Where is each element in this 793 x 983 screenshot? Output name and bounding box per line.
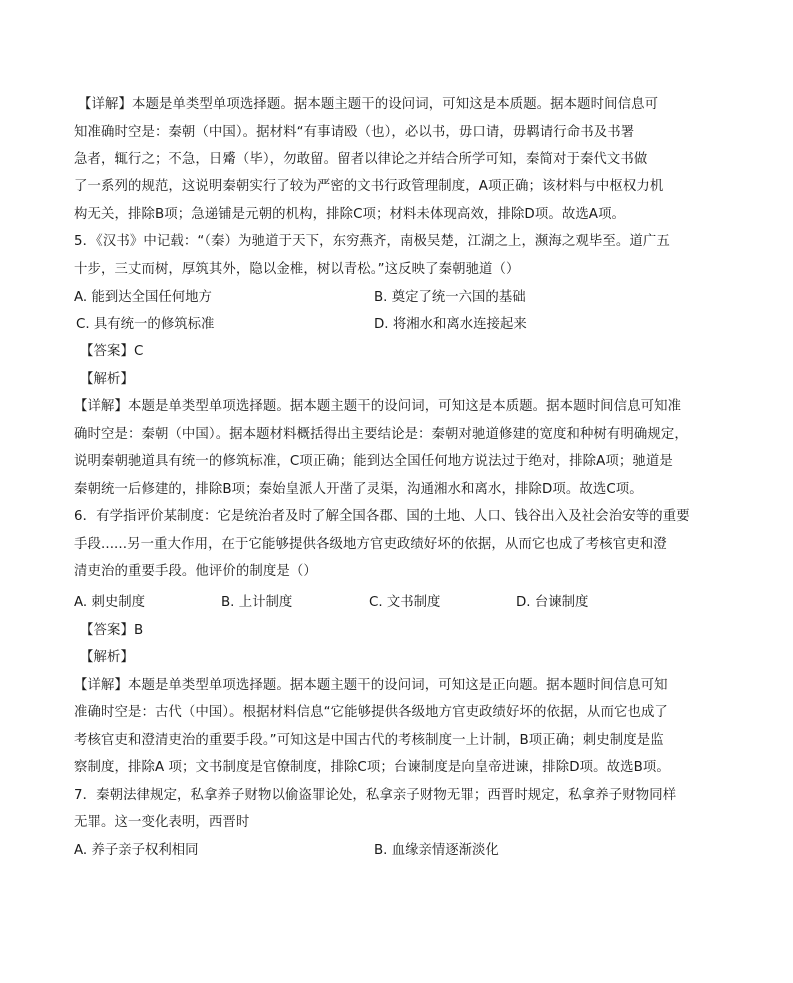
q5-option-b: B. 奠定了统一六国的基础 bbox=[374, 290, 526, 305]
q6-option-a: A. 刺史制度 bbox=[74, 595, 145, 610]
q6-option-b: B. 上计制度 bbox=[221, 595, 293, 610]
q6-detail-line-3: 考核官吏和澄清吏治的重要手段。”可知这是中国古代的考核制度一上计制，B项正确；刺史制度是监 bbox=[74, 733, 664, 748]
q5-option-c: C. 具有统一的修筑标准 bbox=[76, 317, 215, 332]
q5-detail-line-3: 说明秦朝驰道具有统一的修筑标准，C项正确；能到达全国任何地方说法过于绝对，排除A项；驰道是 bbox=[74, 454, 673, 469]
q4-detail-line-3: 急者，辄行之；不急，日觱（毕），勿敢留。留者以律论之并结合所学可知，秦简对于秦代文书做 bbox=[74, 152, 648, 167]
q7-stem-line-1: 7．秦朝法律规定，私拿养子财物以偷盗罪论处，私拿亲子财物无罪；西晋时规定，私拿养子财物同样 bbox=[74, 788, 677, 803]
q6-option-c: C. 文书制度 bbox=[369, 595, 441, 610]
q5-answer: 【答案】C bbox=[80, 344, 144, 359]
q6-detail-line-4: 察制度，排除A 项；文书制度是官僚制度，排除C项；台谏制度是向皇帝进谏，排除D项。故选B项。 bbox=[74, 760, 670, 775]
q6-option-d: D. 台谏制度 bbox=[516, 595, 589, 610]
q5-detail-line-2: 确时空是：秦朝（中国）。据本题材料概括得出主要结论是：秦朝对驰道修建的宽度和种树有明确规定， bbox=[74, 427, 688, 442]
q6-stem-line-3: 清吏治的重要手段。他评价的制度是（） bbox=[74, 564, 317, 579]
q5-analysis-label: 【解析】 bbox=[80, 372, 134, 387]
q4-detail-line-5: 构无关，排除B项；急递铺是元朝的机构，排除C项；材料未体现高效，排除D项。故选A项。 bbox=[74, 207, 626, 222]
q5-detail-line-4: 秦朝统一后修建的，排除B项；秦始皇派人开凿了灵渠，沟通湘水和离水，排除D项。故选C项。 bbox=[74, 482, 643, 497]
q4-detail-line-4: 了一系列的规范，这说明秦朝实行了较为严密的文书行政管理制度，A项正确；该材料与中枢权力机 bbox=[74, 179, 664, 194]
q5-option-a: A. 能到达全国任何地方 bbox=[74, 290, 212, 305]
q7-stem-line-2: 无罪。这一变化表明，西晋时 bbox=[74, 815, 250, 830]
q5-stem-line-2: 十步，三丈而树，厚筑其外，隐以金椎，树以青松。”这反映了秦朝驰道（） bbox=[74, 262, 520, 277]
q6-stem-line-2: 手段......另一重大作用，在于它能够提供各级地方官吏政绩好坏的依据，从而它也成了考核官吏和澄 bbox=[74, 537, 667, 552]
q6-answer: 【答案】B bbox=[80, 623, 144, 638]
q4-detail-line-1: 【详解】本题是单类型单项选择题。据本题主题干的设问词，可知这是本质题。据本题时间信息可 bbox=[78, 97, 659, 112]
q6-analysis-label: 【解析】 bbox=[80, 650, 134, 665]
q5-stem-line-1: 5．《汉书》中记载：“（秦）为驰道于天下，东穷燕齐，南极吴楚，江湖之上，濒海之观毕至。道广五 bbox=[74, 234, 670, 249]
q7-option-a: A. 养子亲子权利相同 bbox=[74, 843, 199, 858]
q4-detail-line-2: 知准确时空是：秦朝（中国）。据材料“有事请殴（也），必以书，毋口请，毋羁请行命书及书署 bbox=[74, 125, 635, 140]
q6-stem-line-1: 6．有学指评价某制度：它是统治者及时了解全国各郡、国的土地、人口、钱谷出入及社会治安等的重要 bbox=[74, 509, 690, 524]
q6-detail-line-2: 准确时空是：古代（中国）。根据材料信息“它能够提供各级地方官吏政绩好坏的依据，从而它也成了 bbox=[74, 705, 668, 720]
q5-detail-line-1: 【详解】本题是单类型单项选择题。据本题主题干的设问词，可知这是本质题。据本题时间信息可知准 bbox=[74, 399, 682, 414]
q5-option-d: D. 将湘水和离水连接起来 bbox=[374, 317, 527, 332]
q6-detail-line-1: 【详解】本题是单类型单项选择题。据本题主题干的设问词，可知这是正向题。据本题时间信息可知 bbox=[74, 678, 668, 693]
q7-option-b: B. 血缘亲情逐渐淡化 bbox=[374, 843, 499, 858]
